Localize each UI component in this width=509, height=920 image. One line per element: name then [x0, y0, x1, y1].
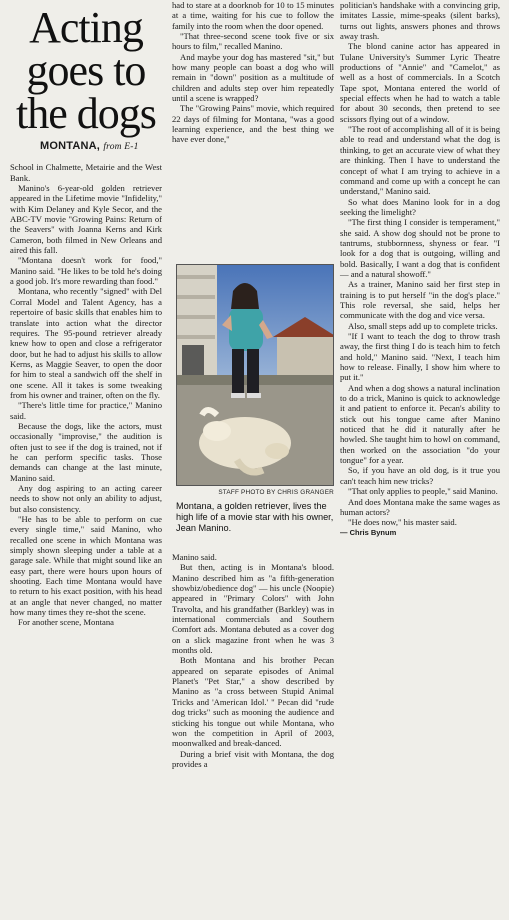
- paragraph: So, if you have an old dog, is it true you can't teach him new tricks?: [340, 465, 500, 486]
- photo-dog-and-owner: [176, 264, 334, 486]
- paragraph: "The first thing I consider is temperament," she said. A show dog should not be prone to tantrums, stubbornness, shyness or fear. "I look for a dog that is outgoing, willing and bold. Basically, I want a dog that is confident — and a natural showoff.": [340, 217, 500, 279]
- paragraph: And maybe your dog has mastered "sit," but how many people can boast a dog who will remain in "down" position as a multitude of children and adults step over him repeatedly until a scene is wrapped?: [172, 51, 334, 104]
- jump-line: [40, 141, 162, 152]
- paragraph: "He does now," his master said.: [348, 517, 457, 528]
- column-2-lower: [172, 552, 334, 769]
- paragraph: Montana, who recently "signed" with Del Corral Model and Talent Agency, has a repertoire of basic skills that enables him to translate into action what the director requires. The 95-pound retriever already knew how to open and close a refrigerator door, but he had to adjust his skills to allow Kerns, as Maggie Seaver, to open the door for him to steal a sandwich off the shelf in one scene. All it takes is some tweaking from his owner and trainer, often on the fly.: [10, 286, 162, 400]
- paragraph: Also, small steps add up to complete tricks.: [348, 320, 498, 331]
- paragraph: And does Montana make the same wages as human actors?: [340, 496, 500, 517]
- paragraph: "He has to be able to perform on cue every single time," said Manino, who recalled one scene in which Montana was simply shown sleeping under a table at a garage sale. While that might sound like an easy part, there were hours upon hours of shooting. Each time Montana would have to return to his exact position, with his head at an angle that never changed, no matter how many times they re-shot the scene.: [10, 514, 162, 618]
- paragraph: "Montana doesn't work for food," Manino said. "He likes to be told he's doing a good job. It's more rewarding than food.": [10, 255, 162, 287]
- photo-caption: Montana, a golden retriever, lives the high life of a movie star with his owner, Jean Manino.: [176, 501, 334, 533]
- paragraph: As a trainer, Manino said her first step in training is to put herself "in the dog's place." This role reversal, she said, helps her communicate with the dog and vice versa.: [340, 279, 500, 321]
- column-2: [172, 0, 334, 145]
- paragraph: School in Chalmette, Metairie and the West Bank.: [10, 162, 162, 183]
- paragraph: Both Montana and his brother Pecan appeared on separate episodes of Animal Planet's "Pet Star," a show described by Manino as "a cross between Stupid Animal Tricks and 'American Idol.' " Pecan did "rude dog tricks" such as mooning the audience and sticking his tongue out while Montana, who won the competition in April of 2003, moonwalked and break-danced.: [172, 655, 334, 749]
- paragraph: During a brief visit with Montana, the dog provides a: [172, 748, 334, 769]
- paragraph: politician's handshake with a convincing grip, imitates Lassie, mime-speaks (silent barks), turns out lights, answers phones and throws away trash.: [340, 0, 500, 42]
- paragraph: "If I want to teach the dog to throw trash away, the first thing I do is teach him to fetch and hold," Manino said. "Next, I teach him how to release. Finally, I show him where to put it.": [340, 331, 500, 383]
- paragraph: "The root of accomplishing all of it is being able to read and understand what the dog is thinking, to get an accurate view of what they are thinking. Then I have to understand the concept of what I am trying to achieve in a command and come up with a concept he can understand," Manino said.: [340, 124, 500, 197]
- paragraph: "That three-second scene took five or six hours to film," recalled Manino.: [172, 31, 334, 52]
- paragraph: Manino said.: [172, 552, 217, 562]
- paragraph: For another scene, Montana: [18, 617, 114, 628]
- jump-from: from E-1: [103, 142, 139, 152]
- column-1: [10, 0, 162, 628]
- photo-illustration: [177, 265, 333, 485]
- paragraph: The "Growing Pains" movie, which required 22 days of filming for Montana, "was a good learning experience, and the best thing we have ever done,": [172, 103, 334, 145]
- column-3: [340, 0, 500, 538]
- paragraph: had to stare at a doorknob for 10 to 15 minutes at a time, waiting for his cue to follow the family into the room when the door opened.: [172, 0, 334, 31]
- paragraph: So what does Manino look for in a dog seeking the limelight?: [340, 196, 500, 217]
- paragraph: "That only applies to people," said Manino.: [348, 486, 498, 497]
- byline: — Chris Bynum: [340, 527, 397, 537]
- paragraph: But then, acting is in Montana's blood. Manino described him as "a fifth-generation showbiz/obedience dog" — his uncle (Noopie) appeared in "Primary Colors" with John Travolta, and his grandfather (Barkley) was in international commercials and Southern Comfort ads. Montana debuted as a cover dog on a slick magazine front when he was 3 months old.: [172, 562, 334, 656]
- column-1-body: [10, 162, 162, 627]
- paragraph: Any dog aspiring to an acting career needs to show not only an ability to adjust, but also consistency.: [10, 483, 162, 514]
- paragraph: And when a dog shows a natural inclination to do a trick, Manino is quick to acknowledge it and patient to enforce it. Pecan's ability to stick out his tongue came after Manino noticed that he did it naturally after he howled. She taught him to howl on command, then worked on the association "do your tongue" for a year.: [340, 382, 500, 466]
- photo-credit: STAFF PHOTO BY CHRIS GRANGER: [218, 489, 334, 496]
- headline: Acting goes to the dogs: [16, 3, 156, 138]
- paragraph: Because the dogs, like the actors, must occasionally "improvise," the audition is often just to see if the dog is trained, not if he can perform specific tasks. Those demands can change at the last minute, Manino said.: [10, 420, 162, 483]
- paragraph: Manino's 6-year-old golden retriever appeared in the Lifetime movie "Infidelity," with Kim Delaney and Kyle Secor, and the ABC-TV movie "Growing Pains: Return of the Seavers" with Joanna Kerns and Kirk Cameron, both filmed in New Orleans and aired this fall.: [10, 183, 162, 256]
- jump-label: MONTANA,: [40, 140, 101, 152]
- paragraph: The blond canine actor has appeared in Tulane University's Summer Lyric Theatre productions of "Annie" and "Camelot," as well as a host of commercials. In a Scotch Tape spot, Montana entered the world of special effects when he had to watch a table for about 30 seconds, then pretend to see scissors flying out of a window.: [340, 41, 500, 124]
- paragraph: "There's little time for practice," Manino said.: [10, 400, 162, 421]
